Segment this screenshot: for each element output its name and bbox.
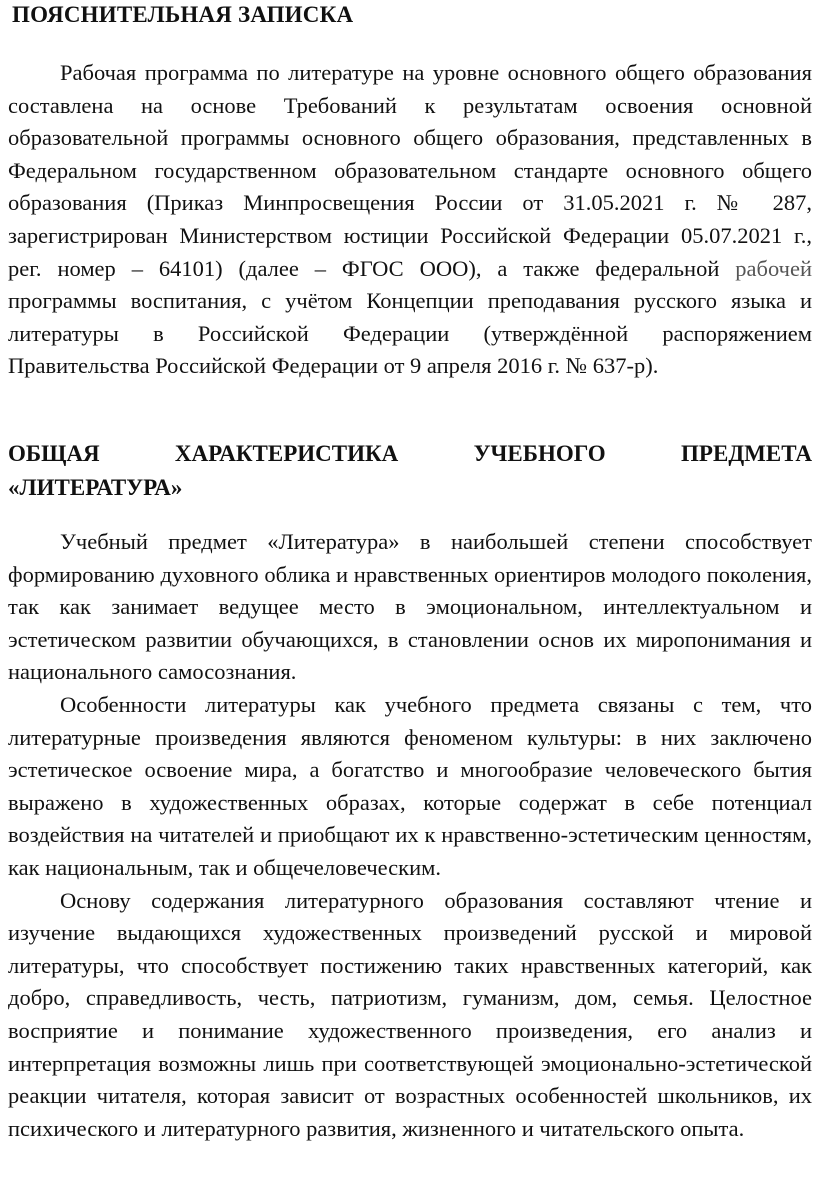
paragraph-content-basis: Основу содержания литературного образования составляют чтение и изучение выдающихся художественных произведений русской и мировой литературы, что способствует постижению таких нравственных категорий, как добро, справедливость, честь, патриотизм, гуманизм, дом, семья. Целостное восприятие и понимание художественного произведения, его анализ и интерпретация возможны лишь при соответствующей эмоционально-эстетической реакции читателя, которая зависит от возрастных особенностей школьников, их психического и литературного развития, жизненного и читательского опыта. xyxy=(8,887,812,1141)
page-title: ПОЯСНИТЕЛЬНАЯ ЗАПИСКА xyxy=(12,2,354,27)
intro-text-part1: Рабочая программа по литературе на уровне основного общего образования составлена на основе Требований к результатам освоения основной образовательной программы основного общего образования, представленных в Федеральном государственном образовательном стандарте основного общего образования (Приказ Минпросвещения России от 31.05.2021 г. № 287, зарегистрирован Министерством юстиции Российской Федерации 05.07.2021 г., рег. номер – 64101) (далее – ФГОС ООО), а также федеральной xyxy=(8,60,812,281)
paragraph-subject-features: Особенности литературы как учебного предмета связаны с тем, что литературные произведения являются феноменом культуры: в них заключено эстетическое освоение мира, а богатство и многообразие человеческого бытия выражено в художественных образах, которые содержат в себе потенциал воздействия на читателей и приобщают их к нравственно-эстетическим ценностям, как национальным, так и общечеловеческим. xyxy=(8,691,812,880)
intro-highlight-word: рабочей xyxy=(735,255,812,281)
paragraph-subject-role: Учебный предмет «Литература» в наибольшей степени способствует формированию духовного облика и нравственных ориентиров молодого поколения, так как занимает ведущее место в эмоциональном, интеллектуальном и эстетическом развитии обучающихся, в становлении основ их миропонимания и национального самосознания. xyxy=(8,529,812,685)
section-heading-line1: ОБЩАЯ ХАРАКТЕРИСТИКА УЧЕБНОГО ПРЕДМЕТА xyxy=(8,441,812,466)
section-heading xyxy=(8,437,812,505)
section-heading-line2: «ЛИТЕРАТУРА» xyxy=(8,475,183,500)
intro-text-part2: программы воспитания, с учётом Концепции преподавания русского языка и литературы в Российской Федерации (утверждённой распоряжением Правительства Российской Федерации от 9 апреля 2016 г. № 637-р). xyxy=(8,288,812,379)
intro-paragraph xyxy=(8,57,812,383)
characteristics-section xyxy=(8,526,812,1145)
intro-section xyxy=(8,57,812,383)
